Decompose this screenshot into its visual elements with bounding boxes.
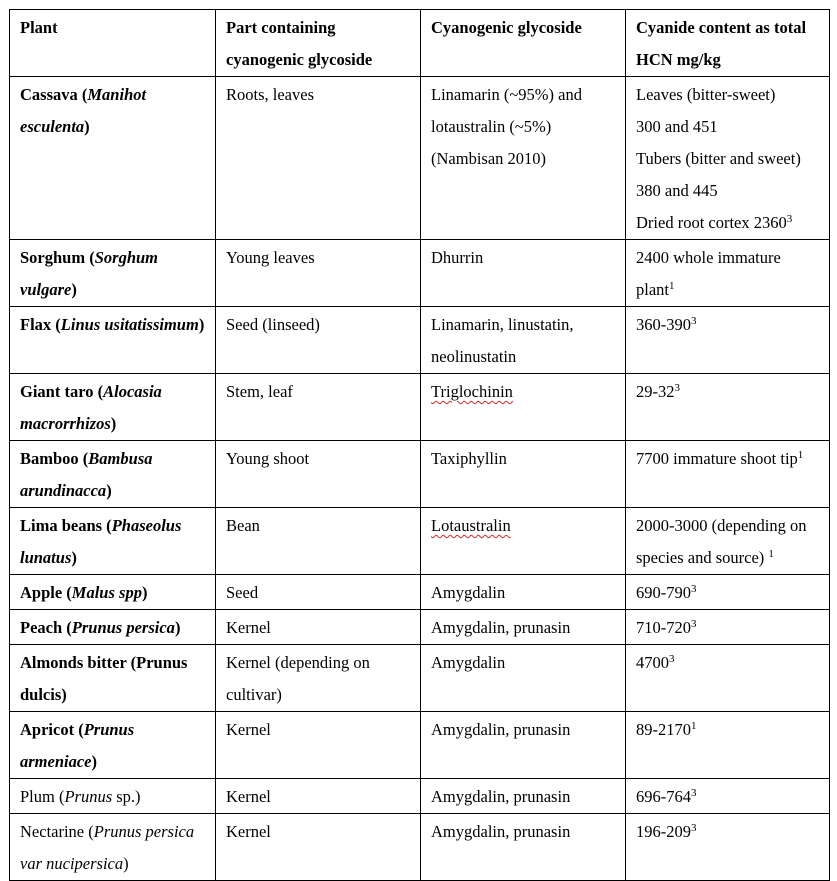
part-cell: Young leaves [216,240,421,307]
part-cell: Young shoot [216,441,421,508]
glycoside-cell: Triglochinin [421,374,626,441]
part-cell: Bean [216,508,421,575]
header-part: Part containing cyanogenic glycoside [216,10,421,77]
glycoside-cell: Amygdalin, prunasin [421,779,626,814]
header-plant: Plant [10,10,216,77]
plant-cell: Plum (Prunus sp.) [10,779,216,814]
plant-cell: Nectarine (Prunus persica var nucipersica) [10,814,216,881]
content-cell: $696-764^3$ [626,779,830,814]
content-cell: $360-390^3$ [626,307,830,374]
table-row [10,712,830,779]
content-cell: $196-209^3$ [626,814,830,881]
part-cell: Stem, leaf [216,374,421,441]
part-cell: Kernel [216,610,421,645]
header-row [10,10,830,77]
table-row [10,779,830,814]
part-cell: Kernel [216,779,421,814]
glycoside-cell: Linamarin (~95%) and lotaustralin (~5%) (Nambisan 2010) [421,77,626,240]
plant-cell: Flax (Linus usitatissimum) [10,307,216,374]
table-row [10,645,830,712]
cyanogenic-plants-table [9,9,830,881]
glycoside-cell: Linamarin, linustatin, neolinustatin [421,307,626,374]
plant-cell: Lima beans (Phaseolus lunatus) [10,508,216,575]
glycoside-cell: Amygdalin [421,645,626,712]
table-row [10,610,830,645]
table-row [10,374,830,441]
glycoside-cell: Amygdalin, prunasin [421,712,626,779]
table-row [10,508,830,575]
header-glycoside: Cyanogenic glycoside [421,10,626,77]
plant-cell: Apple (Malus spp) [10,575,216,610]
content-cell: 4700$^3$ [626,645,830,712]
content-cell: $690-790^3$ [626,575,830,610]
plant-cell: Giant taro (Alocasia macrorrhizos) [10,374,216,441]
part-cell: Kernel (depending on cultivar) [216,645,421,712]
glycoside-cell: Dhurrin [421,240,626,307]
content-cell: 2000-3000 (depending on species and source) $^1$ [626,508,830,575]
part-cell: Roots, leaves [216,77,421,240]
glycoside-cell: Amygdalin, prunasin [421,610,626,645]
table-row [10,814,830,881]
plant-cell: Almonds bitter (Prunus dulcis) [10,645,216,712]
table-row [10,307,830,374]
content-cell: $710-720^3$ [626,610,830,645]
header-cyanide-content: Cyanide content as total HCN mg/kg [626,10,830,77]
content-cell: 2400 whole immature plant$^1$ [626,240,830,307]
table-row [10,575,830,610]
plant-cell: Apricot (Prunus armeniace) [10,712,216,779]
part-cell: Seed [216,575,421,610]
glycoside-cell: Amygdalin, prunasin [421,814,626,881]
part-cell: Kernel [216,814,421,881]
table-row [10,240,830,307]
table-row [10,77,830,240]
glycoside-cell: Amygdalin [421,575,626,610]
content-cell: 7700 immature shoot tip$^1$ [626,441,830,508]
content-cell: 89-2170$^1$ [626,712,830,779]
plant-cell: Sorghum (Sorghum vulgare) [10,240,216,307]
table-row [10,441,830,508]
plant-cell: Peach (Prunus persica) [10,610,216,645]
content-cell: $29-32^3$ [626,374,830,441]
content-cell: Leaves (bitter-sweet) 300 and 451 Tubers (bitter and sweet) 380 and 445 Dried root cortex 2360$^3$ [626,77,830,240]
part-cell: Seed (linseed) [216,307,421,374]
part-cell: Kernel [216,712,421,779]
plant-cell: Bamboo (Bambusa arundinacca) [10,441,216,508]
plant-cell: Cassava (Manihot esculenta) [10,77,216,240]
glycoside-cell: Taxiphyllin [421,441,626,508]
glycoside-cell: Lotaustralin [421,508,626,575]
